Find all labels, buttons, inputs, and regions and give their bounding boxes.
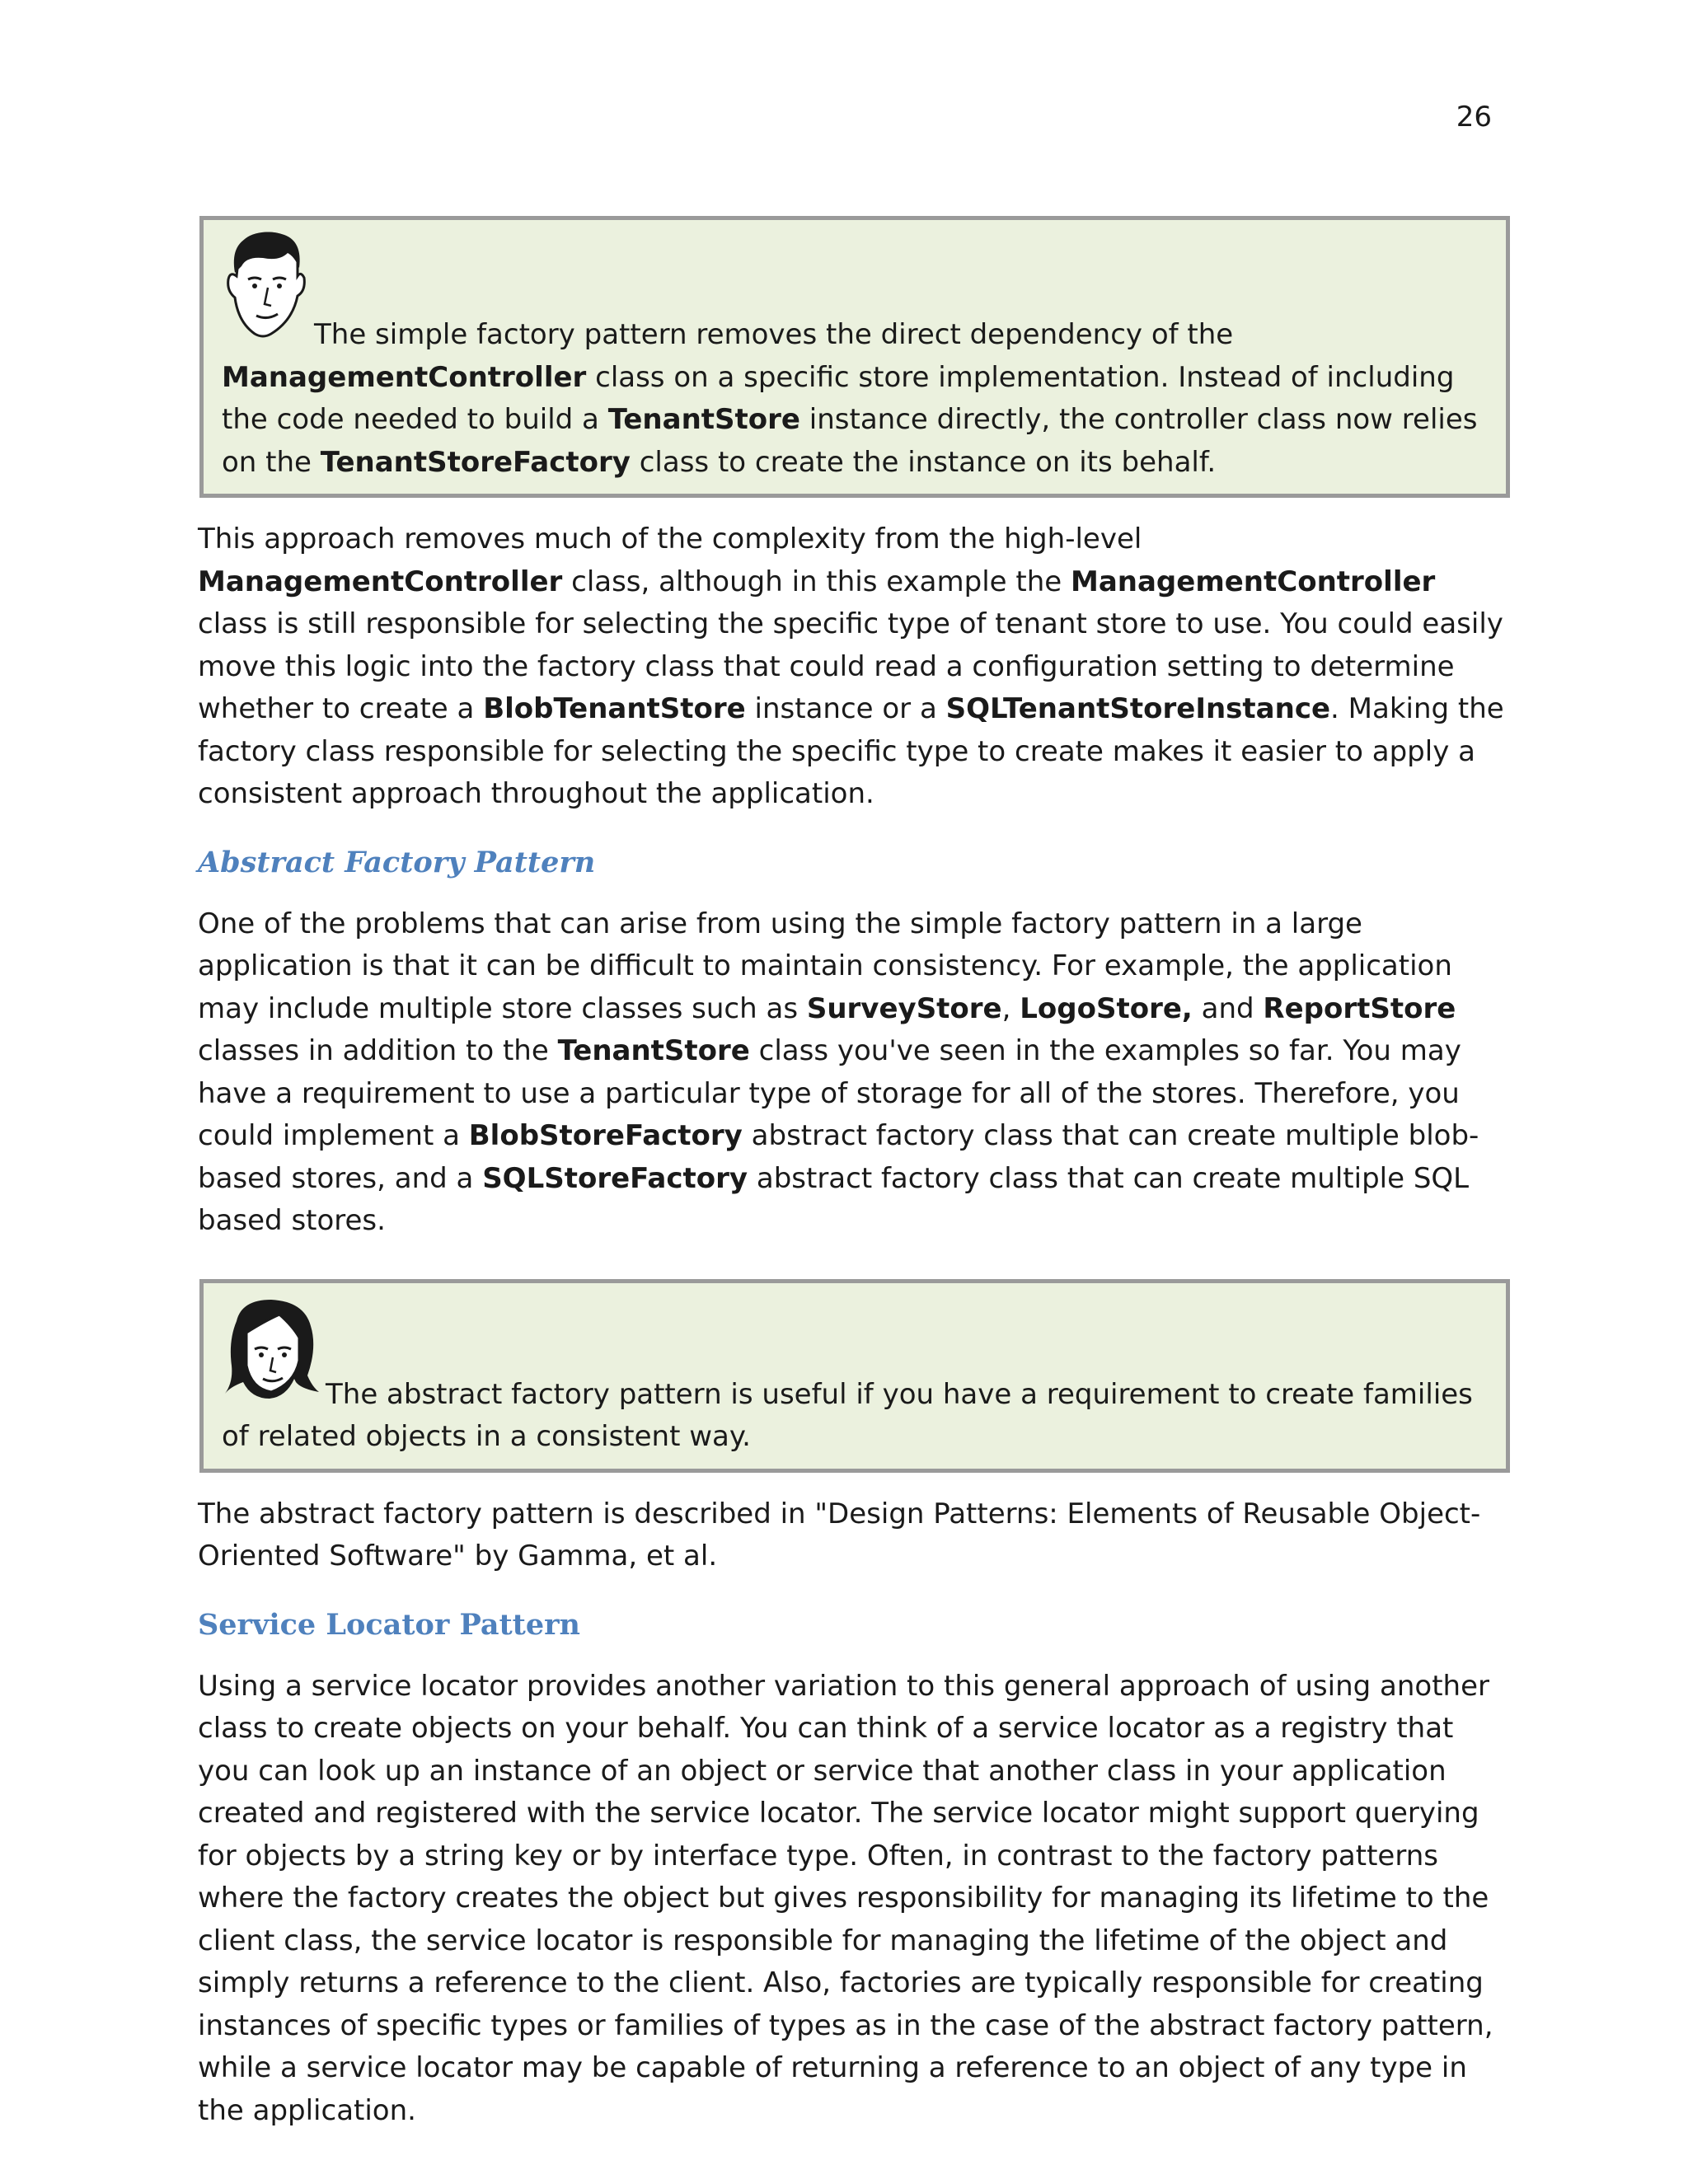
class-name-blob-store-factory: BlobStoreFactory <box>468 1119 743 1152</box>
class-name-blob-tenant-store: BlobTenantStore <box>483 692 746 725</box>
class-name-sql-store-factory: SQLStoreFactory <box>482 1161 748 1195</box>
paragraph-service-locator: Using a service locator provides another variation to this general approach of using another class to create objects on your behalf. You can think of a service locator as a registry that you can look up an instance of an object or service that another class in your application created and registered with the service locator. The service locator might support querying for objects by a string key or by interface type. Often, in contrast to the factory patterns where the factory creates the object but gives responsibility for managing its lifetime to the client class, the service locator is responsible for managing the lifetime of the object and simply returns a reference to the client. Also, factories are typically responsible for creating instances of specific types or families of types as in the case of the abstract factory pattern, while a service locator may be capable of returning a reference to an object of any type in the application. <box>198 1669 1493 2127</box>
heading-abstract-factory: Abstract Factory Pattern <box>198 845 596 879</box>
note-text <box>222 228 1488 484</box>
paragraph-gamma-reference: The abstract factory pattern is described in "Design Patterns: Elements of Reusable Object-Oriented Software" by Gamma, et al. <box>198 1497 1481 1572</box>
text-run: class you've seen in the examples so far. You may have a requirement to use a particular type of storage for all of the stores. Therefore, you could implement a <box>198 1034 1461 1152</box>
class-name-management-controller: ManagementController <box>1071 565 1436 598</box>
note-text-1: The simple factory pattern removes the direct dependency of the <box>314 318 1234 351</box>
class-name-logo-store: LogoStore, <box>1020 991 1193 1025</box>
class-name-survey-store: SurveyStore <box>806 991 1002 1025</box>
paragraph-abstract-factory <box>198 903 1510 1243</box>
class-name-sql-tenant-store-instance: SQLTenantStoreInstance <box>945 692 1331 725</box>
note-text <box>222 1296 1488 1459</box>
class-name-report-store: ReportStore <box>1263 991 1456 1025</box>
note-box-abstract-factory <box>199 1279 1510 1473</box>
text-run: class is still responsible for selecting the specific type of tenant store to use. You could easily move this logic into the factory class that could read a configuration setting to determine whether to create a <box>198 607 1503 725</box>
note-box-simple-factory <box>199 216 1510 498</box>
class-name-tenant-store: TenantStore <box>557 1034 750 1067</box>
woman-face-icon <box>222 1296 322 1404</box>
class-name-management-controller: ManagementController <box>222 360 587 394</box>
heading-service-locator: Service Locator Pattern <box>198 1607 581 1642</box>
spacer <box>198 1243 1510 1279</box>
page-content <box>198 216 1510 2132</box>
note-text-body: The abstract factory pattern is useful if you have a requirement to create families of related objects in a consistent way. <box>222 1377 1473 1453</box>
class-name-tenant-store-factory: TenantStoreFactory <box>320 445 631 479</box>
text-run: and <box>1192 991 1264 1025</box>
text-run: This approach removes much of the complexity from the high-level <box>198 523 1142 555</box>
note-text-3: instance directly, the controller class now relies on the <box>222 403 1478 479</box>
page-number: 26 <box>1456 101 1492 134</box>
man-face-icon <box>222 228 311 344</box>
class-name-tenant-store: TenantStore <box>607 403 800 436</box>
text-run: instance or a <box>745 692 946 725</box>
text-run: , <box>1001 991 1020 1025</box>
text-run: . Making the factory class responsible for selecting the specific type to create makes it easier to apply a consistent approach throughout the application. <box>198 692 1504 810</box>
text-run: abstract factory class that can create multiple SQL based stores. <box>198 1161 1470 1237</box>
paragraph-approach <box>198 518 1510 816</box>
note-text-4: class to create the instance on its behalf. <box>630 445 1217 479</box>
text-run: class, although in this example the <box>562 565 1071 598</box>
text-run: classes in addition to the <box>198 1034 558 1067</box>
note-text-2: class on a specific store implementation. Instead of including the code needed to build a <box>222 360 1455 436</box>
class-name-management-controller: ManagementController <box>198 565 563 598</box>
text-run: One of the problems that can arise from using the simple factory pattern in a large application is that it can be difficult to maintain consistency. For example, the application may include multiple store classes such as <box>198 907 1452 1025</box>
text-run: abstract factory class that can create multiple blob-based stores, and a <box>198 1119 1479 1195</box>
